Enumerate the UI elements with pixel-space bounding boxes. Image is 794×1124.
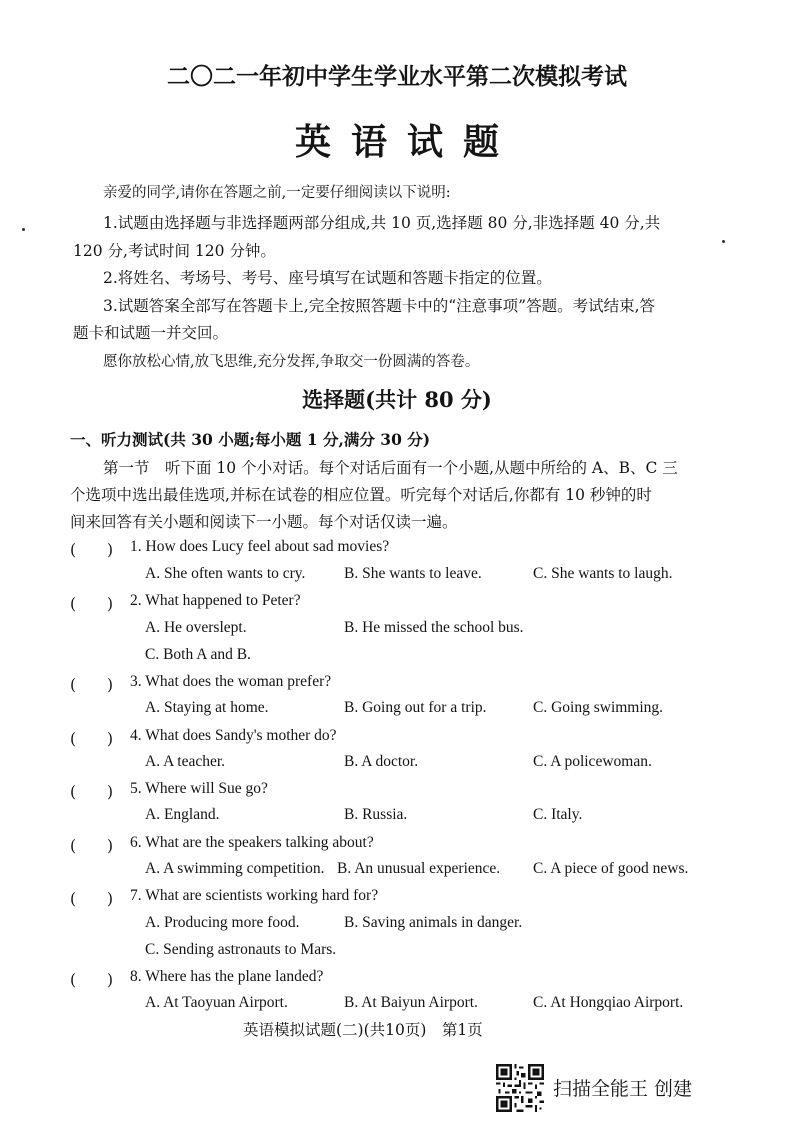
answer-blank[interactable]: ( ) — [70, 837, 114, 855]
option-a: A. A swimming competition. — [145, 860, 325, 877]
section-title: 选择题(共计 80 分) — [302, 387, 492, 412]
option-c: C. Both A and B. — [145, 646, 251, 663]
question-stem: 6. What are the speakers talking about? — [130, 834, 374, 851]
scanner-watermark: 扫描全能王 创建 — [553, 1078, 693, 1100]
question-stem: 2. What happened to Peter? — [130, 592, 301, 609]
exam-title: 二〇二一年初中学生学业水平第二次模拟考试 — [167, 63, 627, 90]
option-c: C. A piece of good news. — [533, 860, 689, 877]
question-stem: 8. Where has the plane landed? — [130, 968, 324, 985]
option-b: B. Going out for a trip. — [344, 699, 487, 716]
part1-heading: 一、听力测试(共 30 小题;每小题 1 分,满分 30 分) — [70, 430, 431, 449]
answer-blank[interactable]: ( ) — [70, 595, 114, 613]
instruction-item3-line2: 题卡和试题一并交回。 — [73, 324, 229, 342]
option-c: C. A policewoman. — [533, 753, 652, 770]
instruction-item3-line1: 3.试题答案全部写在答题卡上,完全按照答题卡中的“注意事项”答题。考试结束,答 — [103, 297, 655, 315]
option-a: A. At Taoyuan Airport. — [145, 994, 288, 1011]
option-c: C. At Hongqiao Airport. — [533, 994, 684, 1011]
question-stem: 1. How does Lucy feel about sad movies? — [130, 538, 390, 555]
question-stem: 7. What are scientists working hard for? — [130, 887, 379, 904]
answer-blank[interactable]: ( ) — [70, 783, 114, 801]
instruction-item1-line1: 1.试题由选择题与非选择题两部分组成,共 10 页,选择题 80 分,非选择题 40 分,共 — [103, 214, 661, 232]
option-c: C. Going swimming. — [533, 699, 664, 716]
part1-directions-line3: 间来回答有关小题和阅读下一小题。每个对话仅读一遍。 — [70, 513, 458, 531]
answer-blank[interactable]: ( ) — [70, 890, 114, 908]
option-c: C. Sending astronauts to Mars. — [145, 941, 337, 958]
option-a: A. He overslept. — [145, 619, 247, 636]
option-b: B. An unusual experience. — [337, 860, 501, 877]
answer-blank[interactable]: ( ) — [70, 676, 114, 694]
part1-directions-line2: 个选项中选出最佳选项,并标在试卷的相应位置。听完每个对话后,你都有 10 秒钟的时 — [70, 486, 652, 504]
instruction-item2: 2.将姓名、考场号、考号、座号填写在试题和答题卡指定的位置。 — [103, 269, 552, 287]
option-a: A. Producing more food. — [145, 914, 300, 931]
option-b: B. She wants to leave. — [344, 565, 482, 582]
instruction-item1-line2: 120 分,考试时间 120 分钟。 — [73, 242, 276, 260]
instruction-wish: 愿你放松心情,放飞思维,充分发挥,争取交一份圆满的答卷。 — [103, 354, 480, 370]
question-stem: 5. Where will Sue go? — [130, 780, 268, 797]
subject-title: 英语试题 — [294, 121, 519, 163]
part1-directions-line1: 第一节 听下面 10 个小对话。每个对话后面有一个小题,从题中所给的 A、B、C 三 — [103, 459, 678, 477]
option-b: B. At Baiyun Airport. — [344, 994, 478, 1011]
question-stem: 4. What does Sandy's mother do? — [130, 727, 337, 744]
option-b: B. A doctor. — [344, 753, 419, 770]
scan-speck — [722, 240, 725, 243]
scan-speck — [22, 228, 25, 231]
instruction-greeting: 亲爱的同学,请你在答题之前,一定要仔细阅读以下说明: — [103, 185, 451, 201]
option-c: C. She wants to laugh. — [533, 565, 673, 582]
question-stem: 3. What does the woman prefer? — [130, 673, 332, 690]
page-footer: 英语模拟试题(二)(共10页) 第1页 — [243, 1021, 483, 1039]
option-a: A. England. — [145, 806, 220, 823]
answer-blank[interactable]: ( ) — [70, 541, 114, 559]
answer-blank[interactable]: ( ) — [70, 730, 114, 748]
qr-code-icon — [496, 1064, 544, 1112]
option-a: A. She often wants to cry. — [145, 565, 306, 582]
option-c: C. Italy. — [533, 806, 583, 823]
answer-blank[interactable]: ( ) — [70, 971, 114, 989]
option-a: A. A teacher. — [145, 753, 226, 770]
option-b: B. Russia. — [344, 806, 408, 823]
option-a: A. Staying at home. — [145, 699, 269, 716]
option-b: B. Saving animals in danger. — [344, 914, 523, 931]
option-b: B. He missed the school bus. — [344, 619, 524, 636]
